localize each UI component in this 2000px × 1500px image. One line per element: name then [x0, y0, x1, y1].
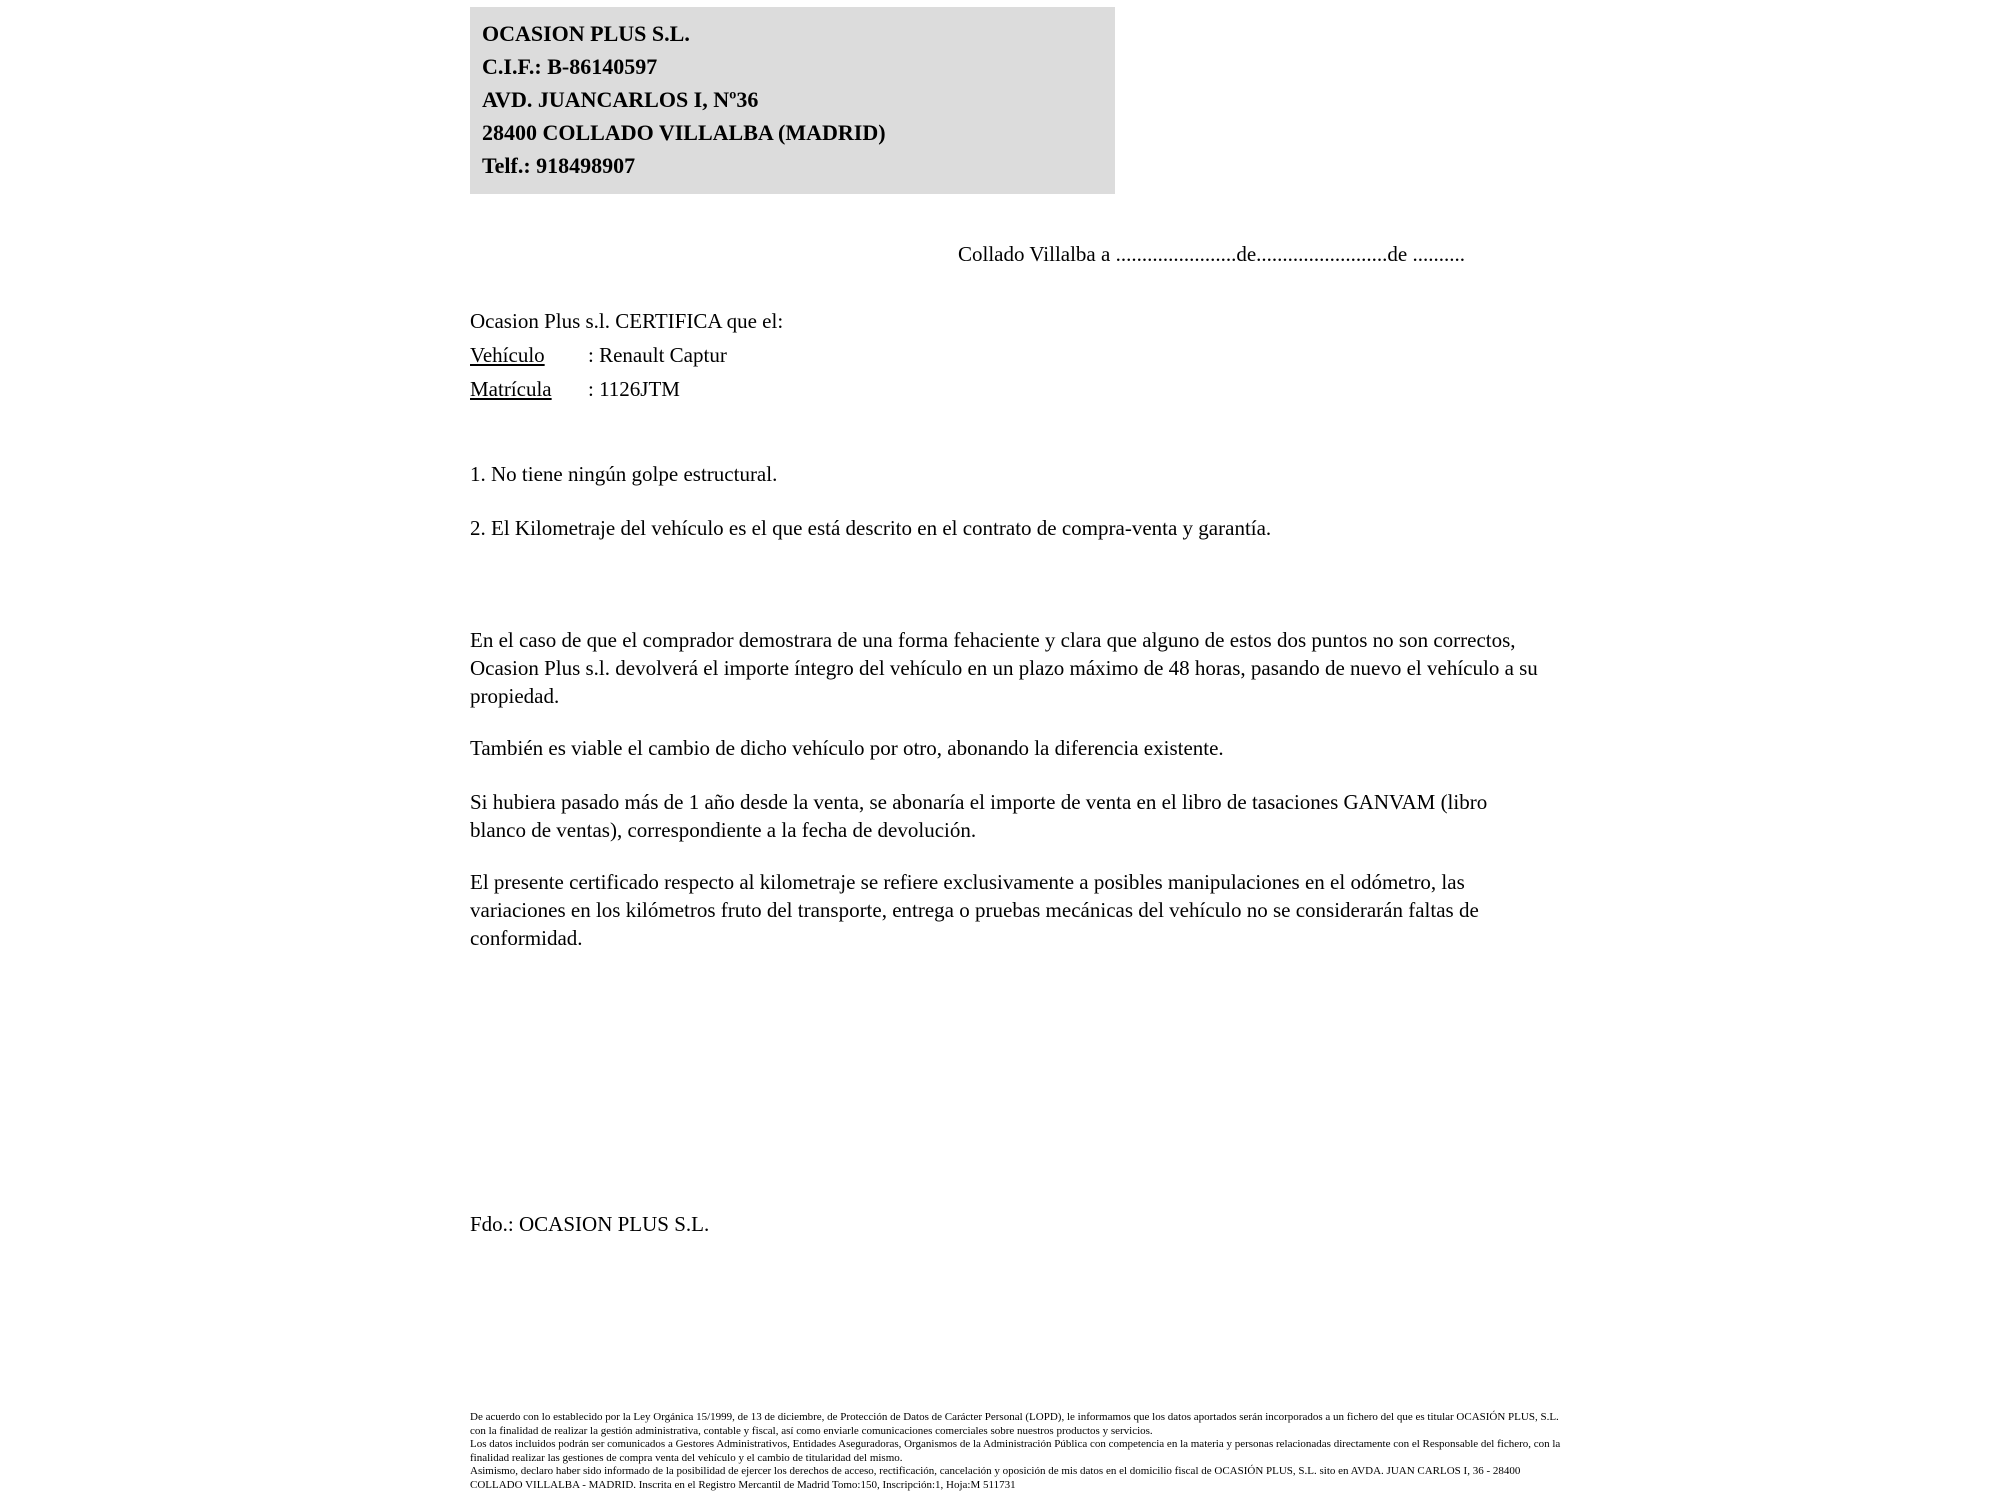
certify-block: [470, 304, 1548, 406]
company-name: OCASION PLUS S.L.: [482, 21, 690, 46]
date-line: Collado Villalba a .......................de.........................de ..........: [958, 242, 1465, 266]
letterhead: [470, 7, 1115, 194]
vehicle-row: [470, 338, 1548, 372]
company-address: AVD. JUANCARLOS I, Nº36: [482, 87, 759, 112]
company-phone: Telf.: 918498907: [482, 153, 636, 178]
plate-value: : 1126JTM: [588, 377, 680, 401]
vehicle-label: Vehículo: [470, 343, 545, 367]
paragraph-refund: En el caso de que el comprador demostrara de una forma fehaciente y clara que alguno de estos dos puntos no son correctos, Ocasion Plus s.l. devolverá el importe íntegro del vehículo en un plazo máximo de 48 horas, pasando de nuevo el vehículo a su propiedad.: [470, 628, 1538, 708]
legal-footer: [470, 1411, 1562, 1492]
footer-line-comunicados: Los datos incluidos podrán ser comunicados a Gestores Administrativos, Entidades Aseguradoras, Organismos de la Administración Pública con competencia en la materia y personas relacionadas directamente con el Responsable del fichero, con la finalidad realizar las gestiones de compra venta del vehículo y el cambio de titularidad del mismo.: [470, 1438, 1561, 1464]
paragraph-exchange: También es viable el cambio de dicho vehículo por otro, abonando la diferencia existente.: [470, 736, 1224, 760]
plate-label: Matrícula: [470, 377, 552, 401]
footer-line-lopd: De acuerdo con lo establecido por la Ley Orgánica 15/1999, de 13 de diciembre, de Protección de Datos de Carácter Personal (LOPD), le informamos que los datos aportados serán incorporados a un fichero del que es titular OCASIÓN PLUS, S.L. con la finalidad de realizar la gestión administrativa, contable y fiscal, así como enviarle comunicaciones comerciales sobre nuestros productos y servicios.: [470, 1411, 1559, 1437]
company-cif: C.I.F.: B-86140597: [482, 54, 658, 79]
document-content: [470, 0, 1548, 1238]
paragraph-ganvam: Si hubiera pasado más de 1 año desde la venta, se abonaría el importe de venta en el libro de tasaciones GANVAM (libro blanco de ventas), correspondiente a la fecha de devolución.: [470, 790, 1488, 842]
vehicle-value: : Renault Captur: [588, 343, 727, 367]
signature-line: Fdo.: OCASION PLUS S.L.: [470, 1212, 710, 1236]
point-structural: 1. No tiene ningún golpe estructural.: [470, 462, 778, 486]
certify-intro: Ocasion Plus s.l. CERTIFICA que el:: [470, 309, 784, 333]
plate-row: [470, 372, 1548, 406]
point-kilometraje: 2. El Kilometraje del vehículo es el que está descrito en el contrato de compra-venta y garantía.: [470, 516, 1272, 540]
company-city: 28400 COLLADO VILLALBA (MADRID): [482, 120, 886, 145]
footer-line-derechos: Asimismo, declaro haber sido informado de la posibilidad de ejercer los derechos de acceso, rectificación, cancelación y oposición de mis datos en el domicilio fiscal de OCASIÓN PLUS, S.L. sito en AVDA. JUAN CARLOS I, 36 - 28400 COLLADO VILLALBA - MADRID. Inscrita en el Registro Mercantil de Madrid Tomo:150, Inscripción:1, Hoja:M 511731: [470, 1465, 1521, 1491]
paragraph-odometer: El presente certificado respecto al kilometraje se refiere exclusivamente a posibles manipulaciones en el odómetro, las variaciones en los kilómetros fruto del transporte, entrega o pruebas mecánicas del vehículo no se considerarán faltas de conformidad.: [470, 870, 1479, 950]
